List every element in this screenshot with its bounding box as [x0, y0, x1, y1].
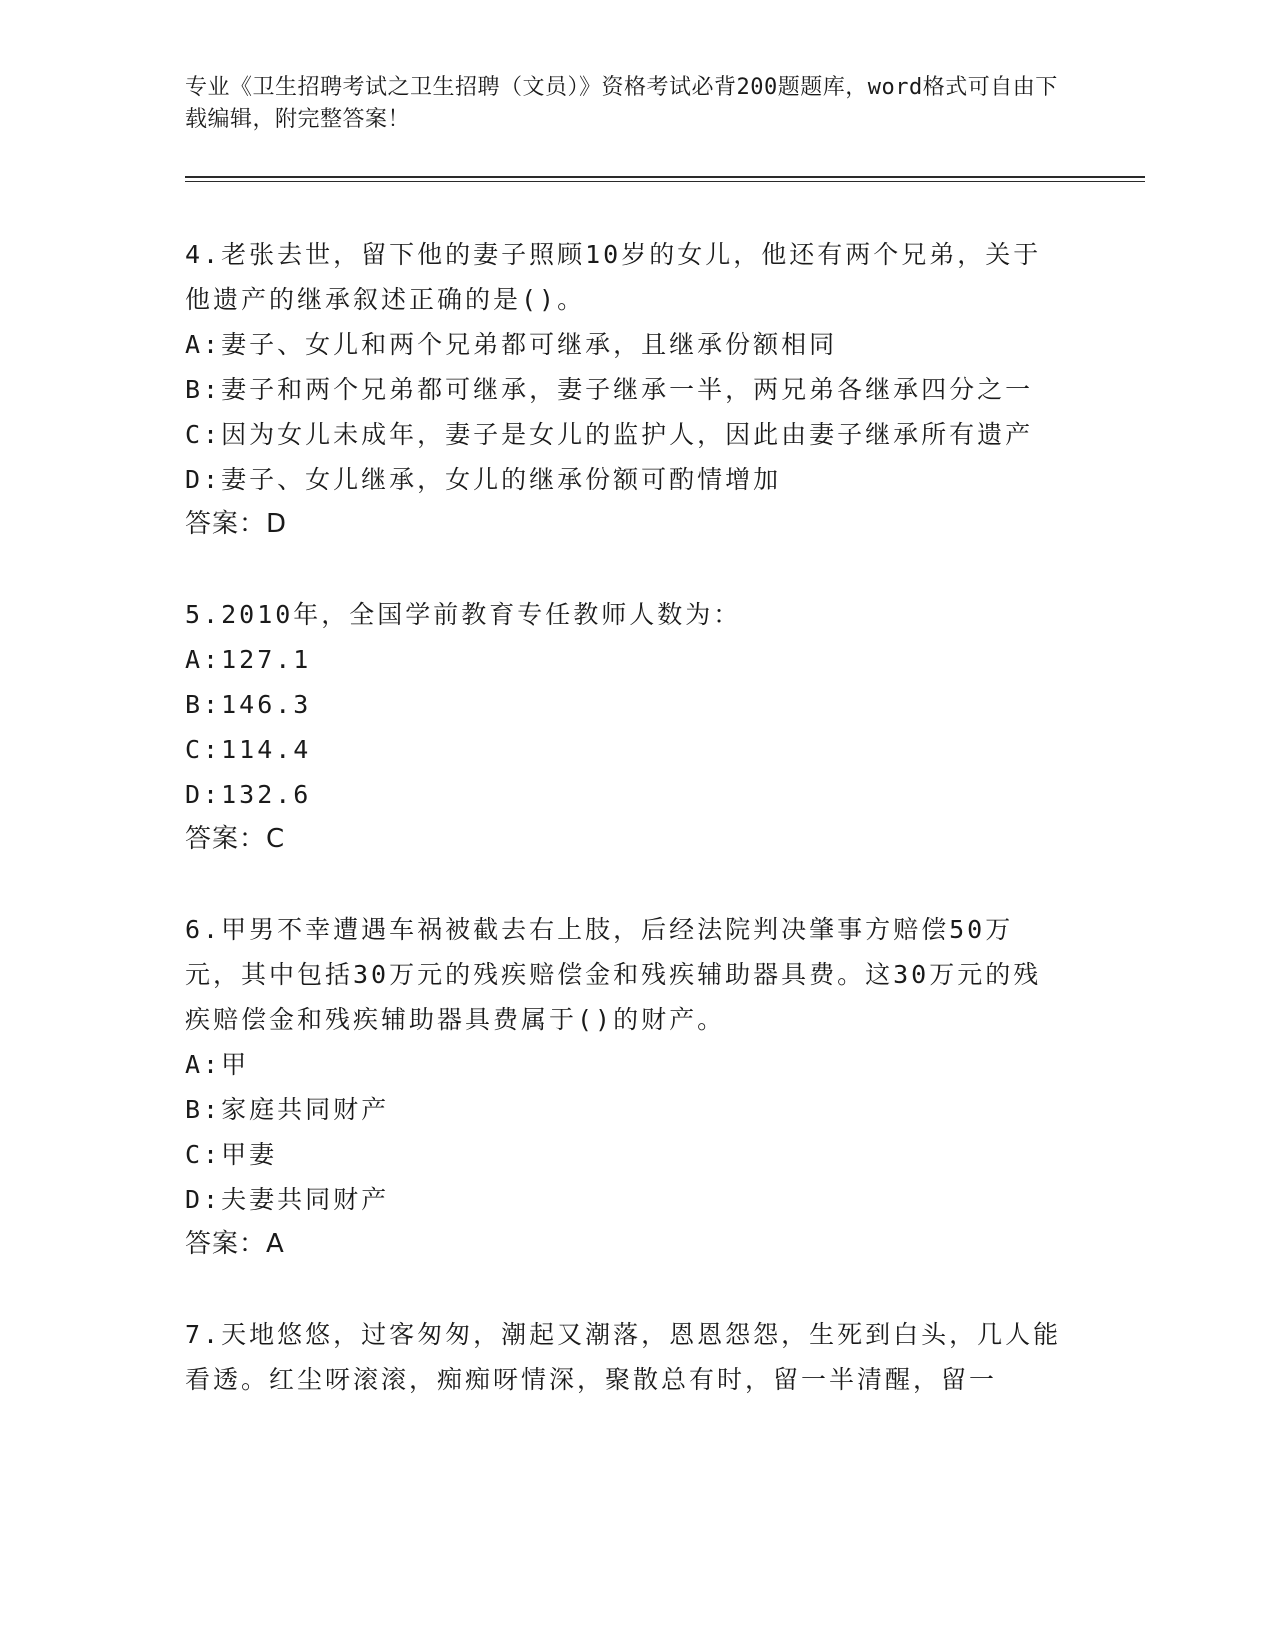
spacer: [185, 862, 1065, 907]
question-stem: 5.2010年，全国学前教育专任教师人数为：: [185, 600, 742, 629]
answer: 答案：D: [185, 509, 288, 539]
question-stem: 4.老张去世，留下他的妻子照顾10岁的女儿，他还有两个兄弟，关于他遗产的继承叙述正确的是()。: [185, 240, 1042, 314]
option-a: A:127.1: [185, 645, 312, 674]
answer: 答案：A: [185, 1229, 285, 1259]
header-divider: [185, 176, 1145, 178]
option-d: D:妻子、女儿继承，女儿的继承份额可酌情增加: [185, 465, 782, 494]
option-a: A:妻子、女儿和两个兄弟都可继承，且继承份额相同: [185, 330, 838, 359]
option-a: A:甲: [185, 1050, 250, 1079]
spacer: [185, 547, 1065, 592]
question-list: [185, 232, 1065, 1402]
header-divider-thin: [185, 181, 1145, 182]
option-c: C:114.4: [185, 735, 312, 764]
option-b: B:妻子和两个兄弟都可继承，妻子继承一半，两兄弟各继承四分之一: [185, 375, 1034, 404]
option-c: C:甲妻: [185, 1140, 278, 1169]
option-d: D:132.6: [185, 780, 312, 809]
document-header: 专业《卫生招聘考试之卫生招聘（文员）》资格考试必背200题题库，word格式可自由下载编辑，附完整答案！: [185, 75, 1058, 132]
option-b: B:家庭共同财产: [185, 1095, 390, 1124]
question-5: [185, 592, 1065, 862]
question-4: [185, 232, 1065, 547]
option-b: B:146.3: [185, 690, 312, 719]
question-stem: 7.天地悠悠，过客匆匆，潮起又潮落，恩恩怨怨，生死到白头，几人能看透。红尘呀滚滚，痴痴呀情深，聚散总有时，留一半清醒，留一: [185, 1320, 1062, 1394]
answer: 答案：C: [185, 824, 286, 854]
question-stem: 6.甲男不幸遭遇车祸被截去右上肢，后经法院判决肇事方赔偿50万元，其中包括30万元的残疾赔偿金和残疾辅助器具费。这30万元的残疾赔偿金和残疾辅助器具费属于()的财产。: [185, 915, 1042, 1034]
option-c: C:因为女儿未成年，妻子是女儿的监护人，因此由妻子继承所有遗产: [185, 420, 1034, 449]
question-6: [185, 907, 1065, 1267]
spacer: [185, 1267, 1065, 1312]
question-7: [185, 1312, 1065, 1402]
option-d: D:夫妻共同财产: [185, 1185, 390, 1214]
